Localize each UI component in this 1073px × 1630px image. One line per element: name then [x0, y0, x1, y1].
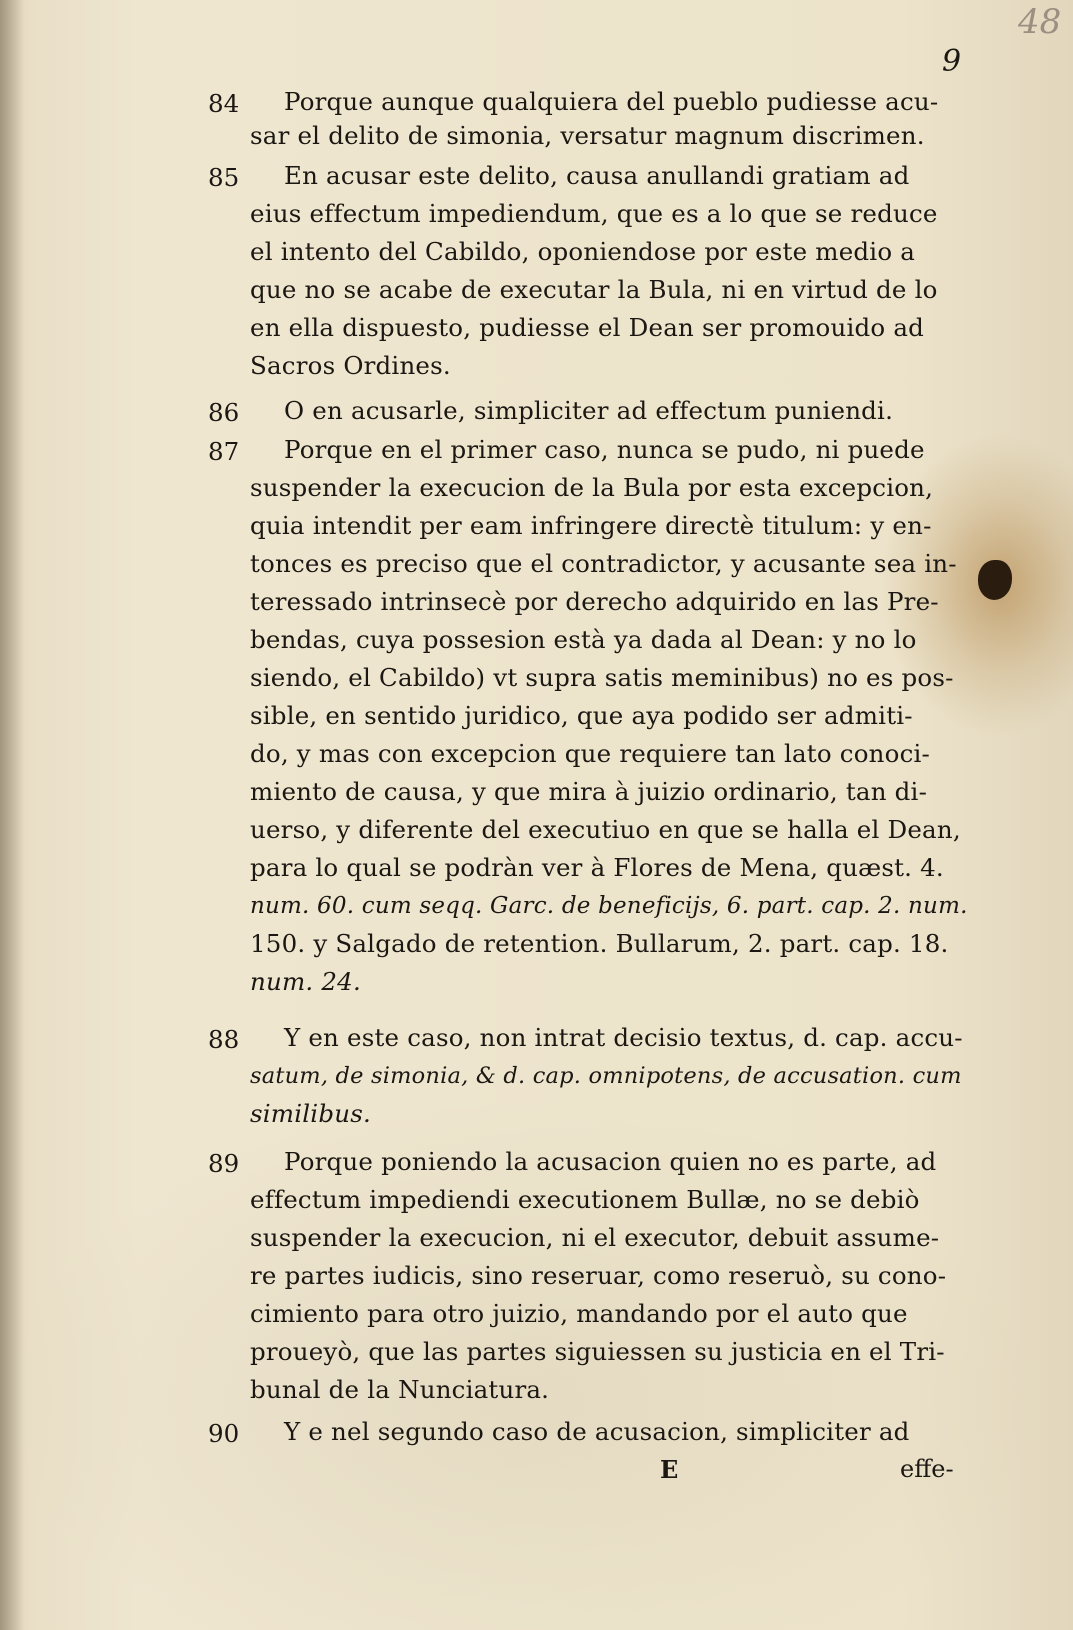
text-line: en ella dispuesto, pudiesse el Dean ser promouido ad: [250, 313, 925, 342]
paragraph-number: 85: [208, 163, 240, 192]
text-line: sible, en sentido juridico, que aya podido ser admiti-: [250, 701, 913, 730]
text-line: Sacros Ordines.: [250, 351, 451, 380]
text-line: miento de causa, y que mira à juizio ordinario, tan di-: [250, 777, 928, 806]
text-line: Y e nel segundo caso de acusacion, simpliciter ad: [284, 1417, 910, 1446]
text-line: similibus.: [250, 1099, 371, 1128]
paragraph-number: 86: [208, 398, 240, 427]
text-line: para lo qual se podràn ver à Flores de Mena, quæst. 4.: [250, 853, 944, 882]
text-line: satum, de simonia, & d. cap. omnipotens, de accusation. cum: [250, 1063, 962, 1089]
text-line: En acusar este delito, causa anullandi gratiam ad: [284, 161, 910, 190]
text-line: proueyò, que las partes siguiessen su justicia en el Tri-: [250, 1337, 945, 1366]
text-line: Porque en el primer caso, nunca se pudo, ni puede: [284, 435, 925, 464]
text-line: quia intendit per eam infringere directè titulum: y en-: [250, 511, 932, 540]
text-line: do, y mas con excepcion que requiere tan lato conoci-: [250, 739, 931, 768]
text-line: O en acusarle, simpliciter ad effectum puniendi.: [284, 396, 894, 425]
text-line: Porque aunque qualquiera del pueblo pudiesse acu-: [284, 87, 939, 116]
paragraph-number: 90: [208, 1419, 240, 1448]
catchword: effe-: [900, 1455, 954, 1483]
text-line: Porque poniendo la acusacion quien no es parte, ad: [284, 1147, 937, 1176]
text-line: suspender la execucion, ni el executor, debuit assume-: [250, 1223, 940, 1252]
text-line: el intento del Cabildo, oponiendose por este medio a: [250, 237, 916, 266]
paragraph-number: 88: [208, 1025, 240, 1054]
text-line: uerso, y diferente del executiuo en que se halla el Dean,: [250, 815, 961, 844]
text-line: suspender la execucion de la Bula por esta excepcion,: [250, 473, 934, 502]
text-line: bendas, cuya possesion està ya dada al Dean: y no lo: [250, 625, 917, 654]
text-line: teressado intrinsecè por derecho adquirido en las Pre-: [250, 587, 939, 616]
paragraph-number: 89: [208, 1149, 240, 1178]
text-line: sar el delito de simonia, versatur magnum discrimen.: [250, 121, 925, 150]
paragraph-number: 87: [208, 437, 240, 466]
text-line: siendo, el Cabildo) vt supra satis meminibus) no es pos-: [250, 663, 954, 692]
paragraph-number: 84: [208, 89, 240, 118]
text-line: cimiento para otro juizio, mandando por el auto que: [250, 1299, 908, 1328]
text-line: bunal de la Nunciatura.: [250, 1375, 550, 1404]
ink-stain: [978, 560, 1012, 600]
text-line: eius effectum impediendum, que es a lo que se reduce: [250, 199, 938, 228]
signature-mark: E: [660, 1455, 679, 1484]
spine-shadow: [0, 0, 24, 1630]
text-line: num. 24.: [250, 967, 361, 996]
text-line: num. 60. cum seqq. Garc. de beneficijs, 6. part. cap. 2. num.: [250, 893, 968, 919]
page-number: 9: [942, 44, 962, 79]
text-line: effectum impediendi executionem Bullæ, no se debiò: [250, 1185, 920, 1214]
text-line: re partes iudicis, sino reseruar, como reseruò, su cono-: [250, 1261, 947, 1290]
text-line: que no se acabe de executar la Bula, ni en virtud de lo: [250, 275, 938, 304]
text-line: 150. y Salgado de retention. Bullarum, 2. part. cap. 18.: [250, 929, 949, 958]
text-line: tonces es preciso que el contradictor, y acusante sea in-: [250, 549, 957, 578]
text-line: Y en este caso, non intrat decisio textus, d. cap. accu-: [284, 1023, 963, 1052]
folio-mark: 48: [1018, 2, 1062, 42]
